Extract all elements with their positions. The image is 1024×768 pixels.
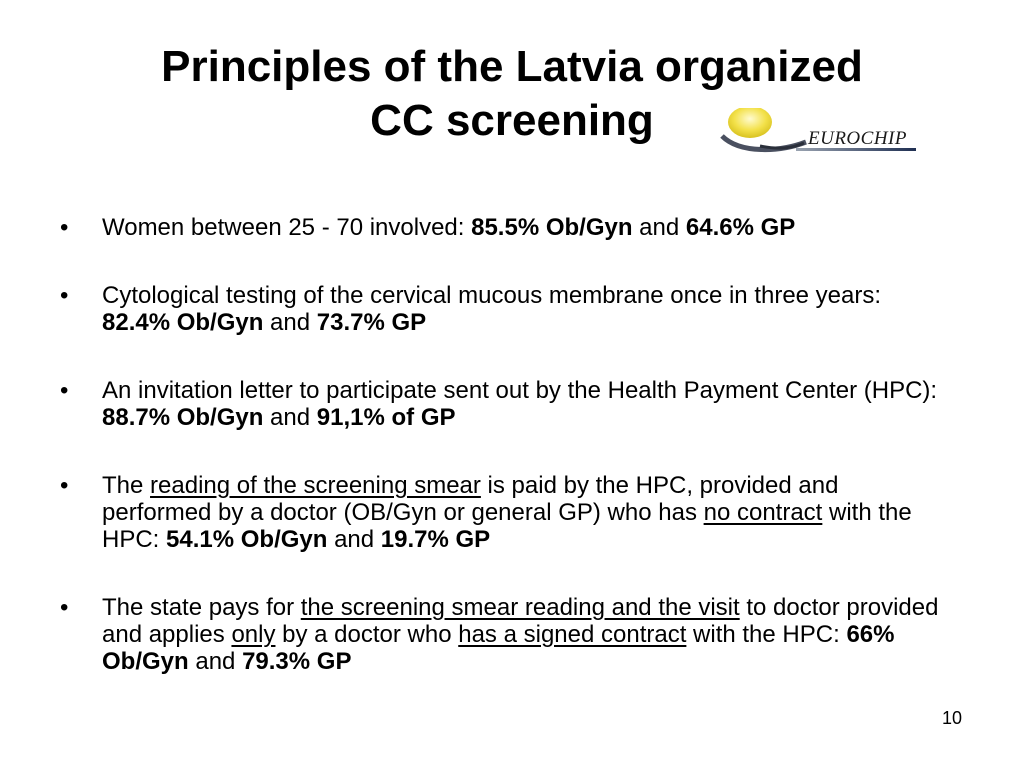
bullet-text: to doctor provided and applies <box>102 594 939 648</box>
bullet-text: Women between 25 - 70 involved: <box>102 214 472 241</box>
bullet-dot: • <box>60 472 69 499</box>
bullet-item <box>60 594 960 675</box>
bullet-item <box>60 472 960 553</box>
bullet-dot: • <box>60 377 69 404</box>
bullet-text: An invitation letter to participate sent out by the Health Payment Center (HPC): <box>102 377 938 404</box>
bullet-stat: 88.7% Ob/Gyn <box>102 404 264 431</box>
bullet-list <box>60 214 960 716</box>
bullet-stat: 19.7% GP <box>380 526 491 553</box>
bullet-underlined-text: the screening smear reading and the visit <box>300 594 740 621</box>
bullet-stat: 79.3% GP <box>242 648 352 675</box>
page-number: 10 <box>941 708 962 728</box>
bullet-stat: 91,1% of GP <box>316 404 456 431</box>
bullet-stat: 73.7% GP <box>316 309 427 336</box>
bullet-text: The state pays for <box>102 594 301 621</box>
bullet-stat: 54.1% Ob/Gyn <box>166 526 328 553</box>
bullet-dot: • <box>60 594 69 621</box>
bullet-text: by a doctor who <box>275 621 459 648</box>
bullet-text: is paid by the HPC, provided and performed by a doctor (OB/Gyn or general GP) who has <box>102 472 852 526</box>
slide-title-line-2: CC screening <box>370 96 654 145</box>
bullet-text: and <box>327 526 381 553</box>
slide-title-line-1: Principles of the Latvia organized <box>161 42 863 91</box>
bullet-text: and <box>263 404 317 431</box>
bullet-dot: • <box>60 214 69 241</box>
bullet-item <box>60 377 960 431</box>
bullet-stat: 85.5% Ob/Gyn <box>471 214 633 241</box>
bullet-stat: 82.4% Ob/Gyn <box>102 309 264 336</box>
bullet-text: and <box>263 309 317 336</box>
bullet-underlined-text: has a signed contract <box>458 621 687 648</box>
bullet-text: and <box>188 648 243 675</box>
bullet-item <box>60 282 960 336</box>
eurochip-logo <box>720 108 930 156</box>
bullet-text: and <box>632 214 686 241</box>
bullet-dot: • <box>60 282 69 309</box>
bullet-text: with the HPC: <box>102 499 912 553</box>
bullet-text: with the HPC: <box>686 621 847 648</box>
eurochip-logo-text: EUROCHIP <box>808 128 907 149</box>
bullet-underlined-text: no contract <box>703 499 823 526</box>
bullet-item <box>60 214 960 241</box>
bullet-text: The <box>102 472 151 499</box>
bullet-stat: 66% Ob/Gyn <box>102 621 895 675</box>
bullet-underlined-text: only <box>231 621 276 648</box>
bullet-underlined-text: reading of the screening smear <box>150 472 481 499</box>
bullet-text: Cytological testing of the cervical mucous membrane once in three years: <box>102 282 902 309</box>
bullet-stat: 64.6% GP <box>685 214 796 241</box>
